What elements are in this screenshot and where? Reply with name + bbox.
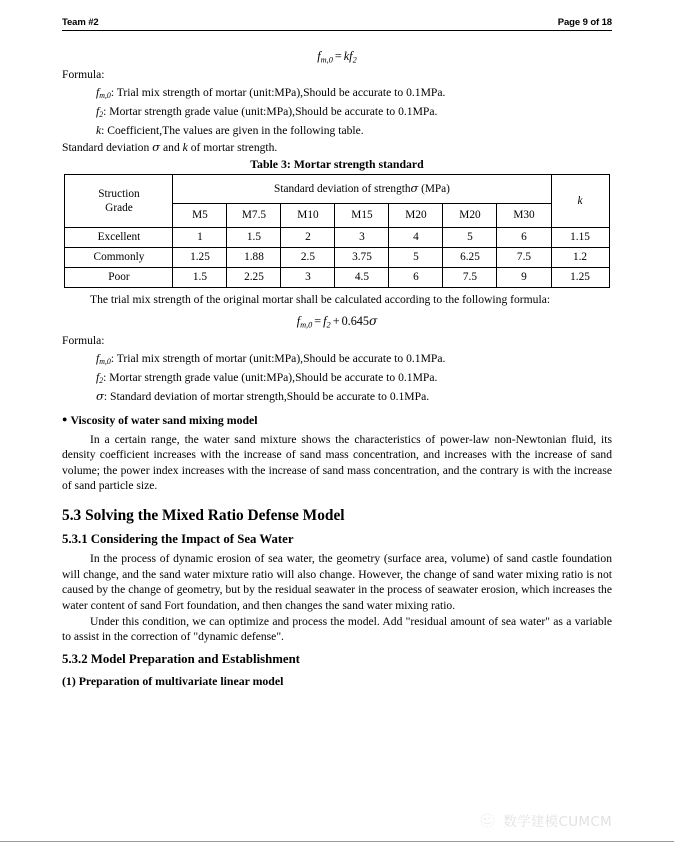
header-team-label: Team #2 xyxy=(62,17,99,28)
page-bottom-rule xyxy=(0,841,674,842)
table-row xyxy=(65,228,609,248)
formula-definitions-1 xyxy=(62,84,612,140)
table-cell-k: 1.15 xyxy=(551,228,609,248)
table-col-header: M20 xyxy=(389,204,443,228)
table-col-header: M15 xyxy=(335,204,389,228)
definition-symbol: f xyxy=(96,104,100,118)
definition-line xyxy=(62,84,612,103)
formula2-rhs-sub: 2 xyxy=(326,320,331,330)
document-body xyxy=(62,40,612,690)
formula2-plus: + xyxy=(332,313,340,328)
table-col-header: M30 xyxy=(497,204,551,228)
paragraph-531-2: Under this condition, we can optimize and process the model. Add "residual amount of sea water" as a variable to assist in the correction of "dynamic defense". xyxy=(62,614,612,644)
table-cell: 1.5 xyxy=(227,228,281,248)
table-cell: 7.5 xyxy=(443,268,497,288)
definition-symbol: f xyxy=(96,370,100,384)
definition-line xyxy=(62,387,612,407)
table-cell: 5 xyxy=(443,228,497,248)
table-header-row-top xyxy=(65,175,609,204)
table-cell: 6 xyxy=(497,228,551,248)
formula1-rhs-f: f xyxy=(349,49,353,63)
table-col-header: M5 xyxy=(173,204,227,228)
definition-text: : Standard deviation of mortar strength,Should be accurate to 0.1MPa. xyxy=(103,390,430,404)
corner-line-2: Grade xyxy=(105,202,133,215)
section-heading-531: 5.3.1 Considering the Impact of Sea Water xyxy=(62,532,294,547)
row-grade-label: Commonly xyxy=(65,248,173,268)
standard-deviation-note xyxy=(62,140,612,155)
table-cell-k: 1.2 xyxy=(551,248,609,268)
table-col-header: M10 xyxy=(281,204,335,228)
row-grade-label: Poor xyxy=(65,268,173,288)
table-span-header xyxy=(173,175,551,204)
table-cell: 3.75 xyxy=(335,248,389,268)
table-col-header: M20 xyxy=(443,204,497,228)
section-heading-532: 5.3.2 Model Preparation and Establishment xyxy=(62,651,300,666)
table-caption: Table 3: Mortar strength standard xyxy=(250,156,424,171)
table-cell: 6 xyxy=(389,268,443,288)
std-note-pre: Standard deviation xyxy=(62,141,150,155)
sigma-symbol: σ xyxy=(152,140,161,155)
paragraph-531-1: In the process of dynamic erosion of sea water, the geometry (surface area, volume) of sand castle foundation will change, and the sand water mixture ratio will also change. However, the change of sand water mixing ratio is not caused by the change of geometry, but by the residual seawater in the process of seawater erosion, which increases the water content of sand Fort foundation, and then changes the sand water mixing ratio. xyxy=(62,552,612,612)
definition-symbol-sub: 2 xyxy=(99,375,104,385)
formula2-rhs-f: f xyxy=(323,313,327,328)
formula-label-1: Formula: xyxy=(62,68,105,82)
table-row xyxy=(65,268,609,288)
formula1-rhs-k: k xyxy=(343,49,350,63)
table-cell: 4.5 xyxy=(335,268,389,288)
formula2-sigma: σ xyxy=(368,313,378,328)
table-k-header: k xyxy=(551,175,609,228)
definition-text: : Trial mix strength of mortar (unit:MPa),Should be accurate to 0.1MPa. xyxy=(110,86,446,100)
table-cell: 4 xyxy=(389,228,443,248)
formula-trial-mix-k xyxy=(62,48,612,64)
definition-line xyxy=(62,103,612,122)
formula-label-2: Formula: xyxy=(62,334,105,348)
mortar-strength-table xyxy=(64,174,609,288)
definition-symbol: k xyxy=(96,123,102,137)
table-cell-k: 1.25 xyxy=(551,268,609,288)
corner-line-1: Struction xyxy=(98,188,140,201)
table-cell: 6.25 xyxy=(443,248,497,268)
table-cell: 1 xyxy=(173,228,227,248)
definition-line xyxy=(62,369,612,388)
definition-text: : Mortar strength grade value (unit:MPa),Should be accurate to 0.1MPa. xyxy=(103,104,438,118)
formula1-lhs-sub: m,0 xyxy=(320,55,333,65)
table-cell: 2.5 xyxy=(281,248,335,268)
table-cell: 5 xyxy=(389,248,443,268)
definition-symbol: f xyxy=(96,86,100,100)
formula1-lhs-base: f xyxy=(317,49,321,63)
paragraph-trial-mix: The trial mix strength of the original mortar shall be calculated according to the following formula: xyxy=(90,293,551,307)
table-cell: 2 xyxy=(281,228,335,248)
table-corner-cell xyxy=(65,175,173,228)
watermark xyxy=(479,810,612,830)
formula1-equals: = xyxy=(334,49,342,63)
table-cell: 1.25 xyxy=(173,248,227,268)
span-header-sigma: σ xyxy=(410,182,419,196)
table-row xyxy=(65,248,609,268)
std-note-mid: and xyxy=(163,141,180,155)
row-grade-label: Excellent xyxy=(65,228,173,248)
table-cell: 1.5 xyxy=(173,268,227,288)
definition-text: : Coefficient,The values are given in the following table. xyxy=(101,123,364,137)
formula-definitions-2 xyxy=(62,350,612,407)
span-header-pre: Standard deviation of strength xyxy=(274,183,411,196)
table-cell: 3 xyxy=(335,228,389,248)
section-heading-53: 5.3 Solving the Mixed Ratio Defense Model xyxy=(62,506,345,524)
formula2-coefficient: 0.645 xyxy=(341,313,369,328)
formula-trial-mix-sigma xyxy=(62,313,612,329)
bullet-icon: ● xyxy=(62,414,68,425)
page-header xyxy=(62,17,612,31)
formula2-equals: = xyxy=(314,313,322,328)
cumcm-logo-icon xyxy=(479,812,496,829)
viscosity-paragraph: In a certain range, the water sand mixture shows the characteristics of power-law non-Newtonian fluid, its density coefficient increases with the increase of sand mass concentration, and increases with the increase of sand volume; the power index increases with the increase of sand mass concentration, and the contrary is with the increase of sand particle size. xyxy=(62,432,612,493)
table-cell: 3 xyxy=(281,268,335,288)
table-col-header: M7.5 xyxy=(227,204,281,228)
definition-text: : Trial mix strength of mortar (unit:MPa),Should be accurate to 0.1MPa. xyxy=(110,351,446,365)
formula2-lhs-base: f xyxy=(296,313,301,328)
definition-symbol-sub: 2 xyxy=(99,110,104,119)
watermark-text: 数学建模CUMCM xyxy=(503,814,612,830)
definition-symbol-sub: m,0 xyxy=(99,91,111,101)
std-note-post: of mortar strength. xyxy=(190,141,278,155)
table-cell: 9 xyxy=(497,268,551,288)
table-cell: 2.25 xyxy=(227,268,281,288)
viscosity-heading xyxy=(62,413,612,429)
section-item-532-1: (1) Preparation of multivariate linear model xyxy=(62,674,284,689)
definition-text: : Mortar strength grade value (unit:MPa),Should be accurate to 0.1MPa. xyxy=(103,370,438,384)
definition-line xyxy=(62,122,612,141)
viscosity-heading-text: Viscosity of water sand mixing model xyxy=(70,413,258,428)
formula1-rhs-sub: 2 xyxy=(352,55,357,65)
definition-symbol: f xyxy=(96,351,100,365)
table-cell: 7.5 xyxy=(497,248,551,268)
span-header-post: (MPa) xyxy=(421,183,450,196)
definition-symbol-sub: m,0 xyxy=(99,357,111,367)
definition-line xyxy=(62,350,612,369)
k-symbol: k xyxy=(182,141,188,155)
definition-symbol: σ xyxy=(96,389,104,404)
header-page-number: Page 9 of 18 xyxy=(557,17,612,28)
table-cell: 1.88 xyxy=(227,248,281,268)
formula2-lhs-sub: m,0 xyxy=(300,320,313,330)
